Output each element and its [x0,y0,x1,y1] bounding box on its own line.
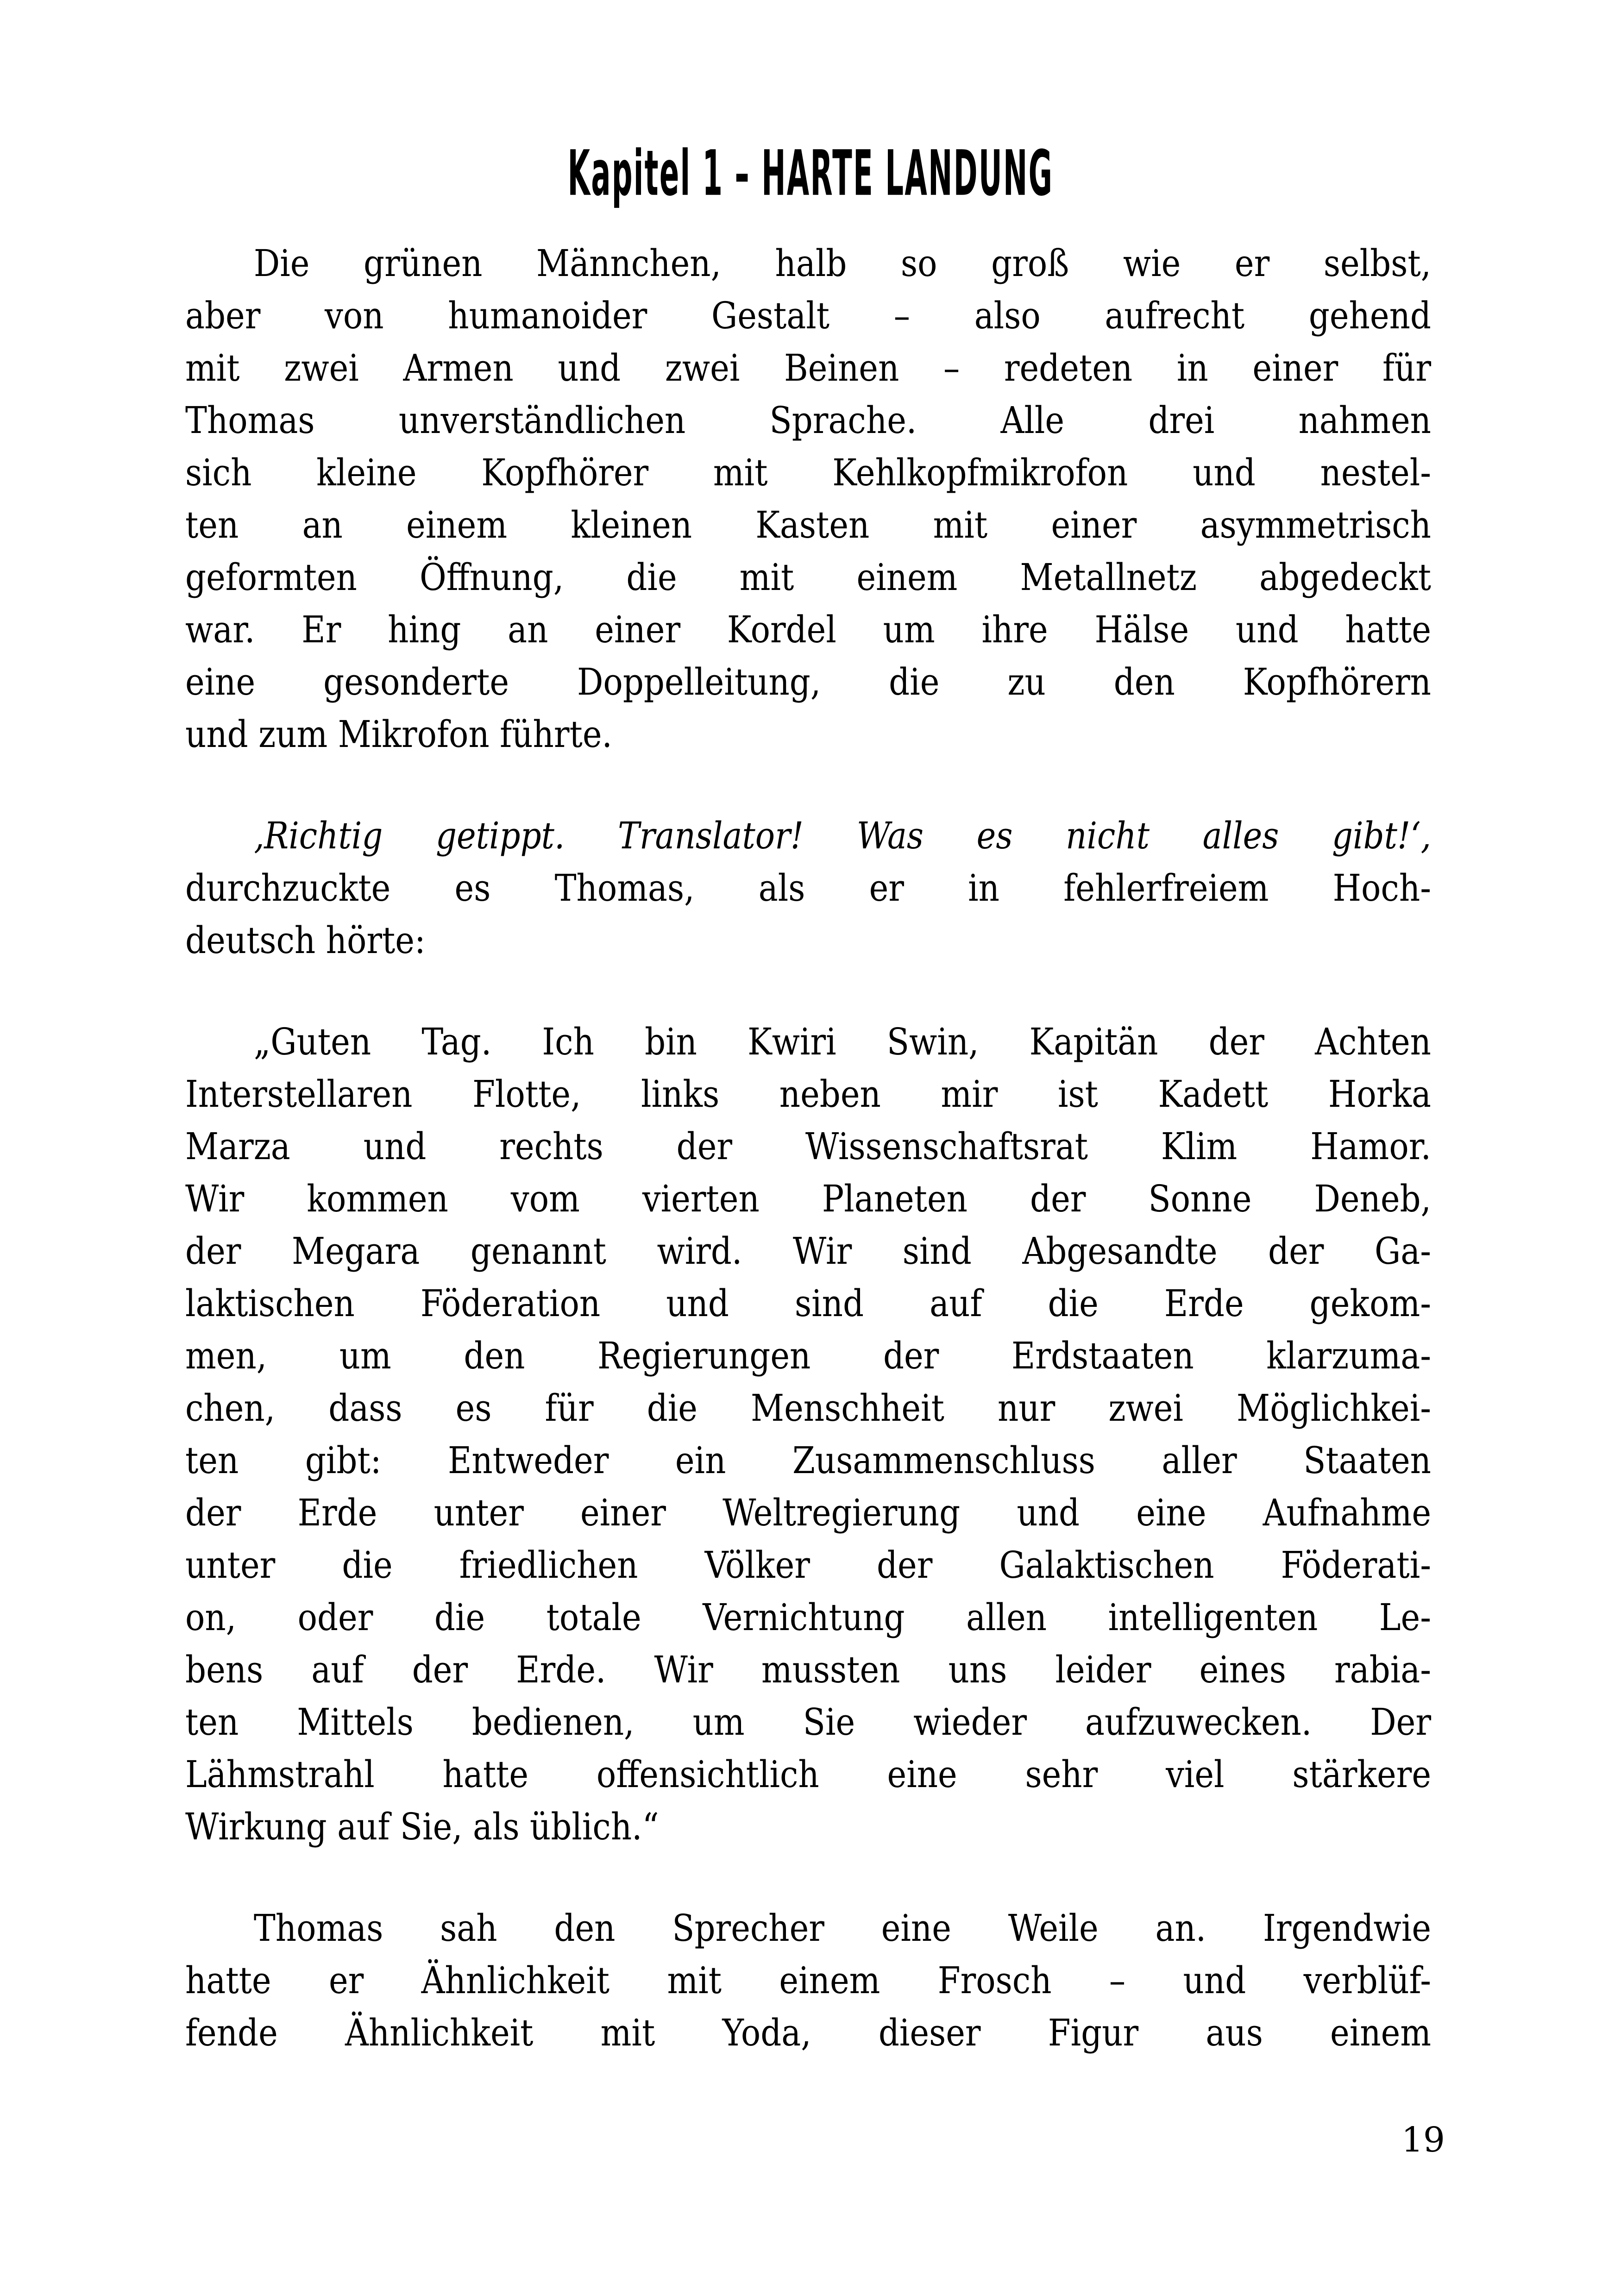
text-line: Marza und rechts der Wissenschaftsrat Klim Hamor. [185,1125,1431,1168]
text-line: Interstellaren Flotte, links neben mir ist Kadett Horka [185,1073,1431,1116]
paragraph-2 [185,809,1431,966]
page-number: 19 [1401,2120,1445,2160]
text-line: „Guten Tag. Ich bin Kwiri Swin, Kapitän der Achten [253,1020,1431,1063]
text-line: Die grünen Männchen, halb so groß wie er selbst, [253,242,1431,285]
text-line: aber von humanoider Gestalt – also aufrecht gehend [185,294,1431,337]
text-line: chen, dass es für die Menschheit nur zwei Möglichkei- [185,1386,1431,1430]
text-line: war. Er hing an einer Kordel um ihre Hälse und hatte [185,608,1431,651]
text-line: ‚Richtig getippt. Translator! Was es nicht alles gibt!‘, [253,814,1431,857]
text-line: Thomas sah den Sprecher eine Weile an. Irgendwie [253,1907,1431,1950]
text-line: ten Mittels bedienen, um Sie wieder aufzuwecken. Der [185,1700,1431,1744]
text-line: Thomas unverständlichen Sprache. Alle drei nahmen [185,399,1431,442]
paragraph-4 [185,1902,1431,2059]
text-line: der Megara genannt wird. Wir sind Abgesandte der Ga- [185,1230,1431,1273]
text-line: und zum Mikrofon führte. [185,713,612,756]
text-line: fende Ähnlichkeit mit Yoda, dieser Figur aus einem [185,2011,1431,2054]
text-line: ten an einem kleinen Kasten mit einer asymmetrisch [185,503,1431,546]
chapter-heading [0,136,1621,210]
text-line: hatte er Ähnlichkeit mit einem Frosch – und verblüf- [185,1959,1431,2002]
text-line: mit zwei Armen und zwei Beinen – redeten in einer für [185,346,1431,389]
text-line: unter die friedlichen Völker der Galaktischen Föderati- [185,1543,1431,1587]
paragraph-1 [185,237,1431,760]
page-text [185,237,1431,2059]
text-line: eine gesonderte Doppelleitung, die zu den Kopfhörern [185,660,1431,703]
paragraph-3 [185,1016,1431,1853]
text-line: geformten Öffnung, die mit einem Metallnetz abgedeckt [185,556,1431,599]
text-line: Wirkung auf Sie, als üblich.“ [185,1805,659,1848]
text-line: deutsch hörte: [185,919,426,962]
text-line: Lähmstrahl hatte offensichtlich eine sehr viel stärkere [185,1753,1431,1796]
text-line: ten gibt: Entweder ein Zusammenschluss aller Staaten [185,1439,1431,1482]
text-line: der Erde unter einer Weltregierung und eine Aufnahme [185,1491,1431,1534]
text-line: bens auf der Erde. Wir mussten uns leider eines rabia- [185,1648,1431,1691]
text-line: Wir kommen vom vierten Planeten der Sonne Deneb, [185,1177,1431,1220]
chapter-heading-text: Kapitel 1 – HARTE LANDUNG [567,136,1054,210]
text-line: on, oder die totale Vernichtung allen intelligenten Le- [185,1596,1431,1639]
text-line: laktischen Föderation und sind auf die Erde gekom- [185,1282,1431,1325]
text-line: sich kleine Kopfhörer mit Kehlkopfmikrofon und nestel- [185,451,1431,494]
text-line: men, um den Regierungen der Erdstaaten klarzuma- [185,1334,1431,1377]
text-line: durchzuckte es Thomas, als er in fehlerfreiem Hoch- [185,866,1431,910]
